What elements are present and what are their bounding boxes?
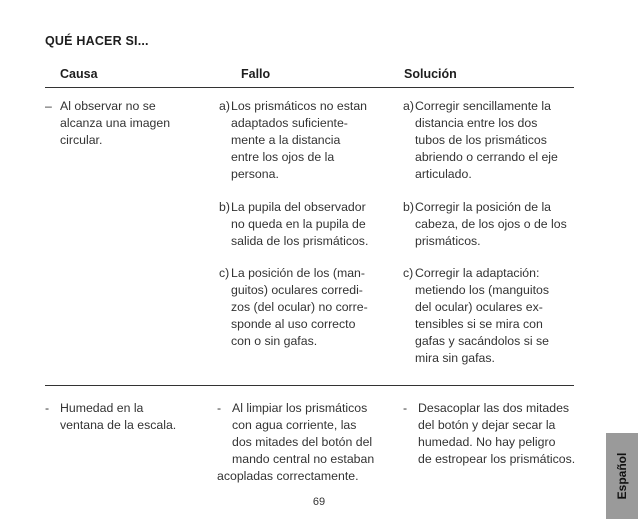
text-line: adaptados suficiente- bbox=[231, 116, 348, 130]
text-line: del botón y dejar secar la bbox=[418, 418, 556, 432]
text-line: Corregir la adaptación: bbox=[415, 266, 540, 280]
header-divider bbox=[45, 87, 574, 88]
text-line: Al observar no se bbox=[60, 99, 156, 113]
text-line: tensibles si se mira con bbox=[415, 317, 543, 331]
row1-solucion-c bbox=[403, 265, 583, 367]
row2-fallo bbox=[217, 400, 392, 485]
text-line: Humedad en la bbox=[60, 401, 144, 415]
text-line: mente a la distancia bbox=[231, 133, 341, 147]
text-line: guitos) oculares corredi- bbox=[231, 283, 363, 297]
text-line: La pupila del observador bbox=[231, 200, 366, 214]
row1-fallo-a bbox=[219, 98, 389, 183]
text-line: cabeza, de los ojos o de los bbox=[415, 217, 567, 231]
text-line: acopladas correctamente. bbox=[217, 469, 359, 483]
text-line: con agua corriente, las bbox=[232, 418, 357, 432]
column-header-fallo: Fallo bbox=[241, 67, 271, 81]
row1-causa bbox=[45, 98, 205, 149]
text-line: del ocular) oculares ex- bbox=[415, 300, 543, 314]
row2-causa bbox=[45, 400, 205, 434]
text-line: gafas y sacándolos si se bbox=[415, 334, 549, 348]
dash-marker: - bbox=[403, 401, 408, 415]
text-line: con o sin gafas. bbox=[231, 334, 318, 348]
dash-marker: - bbox=[217, 401, 222, 415]
row-divider bbox=[45, 385, 574, 386]
text-line: Los prismáticos no estan bbox=[231, 99, 368, 113]
text-line: entre los ojos de la bbox=[231, 150, 335, 164]
dash-marker: – bbox=[45, 99, 52, 113]
text-line: distancia entre los dos bbox=[415, 116, 538, 130]
text-line: mando central no estaban bbox=[232, 452, 375, 466]
list-marker: c) bbox=[219, 266, 230, 280]
text-line: La posición de los (man- bbox=[231, 266, 365, 280]
row2-solucion bbox=[403, 400, 593, 468]
text-line: prismáticos. bbox=[415, 234, 481, 248]
text-line: Desacoplar las dos mitades bbox=[418, 401, 570, 415]
text-line: ventana de la escala. bbox=[60, 418, 177, 432]
list-marker: a) bbox=[403, 99, 414, 113]
page-number: 69 bbox=[312, 496, 326, 508]
text-line: alcanza una imagen bbox=[60, 116, 171, 130]
text-line: zos (del ocular) no corre- bbox=[231, 300, 368, 314]
text-line: salida de los prismáticos. bbox=[231, 234, 369, 248]
text-line: mira sin gafas. bbox=[415, 351, 495, 365]
text-line: persona. bbox=[231, 167, 279, 181]
column-header-causa: Causa bbox=[60, 67, 98, 81]
text-line: metiendo los (manguitos bbox=[415, 283, 549, 297]
list-marker: b) bbox=[403, 200, 414, 214]
text-line: sponde al uso correcto bbox=[231, 317, 356, 331]
dash-marker: - bbox=[45, 401, 50, 415]
row1-fallo-c bbox=[219, 265, 389, 350]
list-marker: b) bbox=[219, 200, 230, 214]
text-line: abriendo o cerrando el eje bbox=[415, 150, 558, 164]
page-title: QUÉ HACER SI... bbox=[45, 34, 149, 48]
row1-solucion-a bbox=[403, 98, 583, 183]
text-line: dos mitades del botón del bbox=[232, 435, 373, 449]
text-line: humedad. No hay peligro bbox=[418, 435, 556, 449]
text-line: tubos de los prismáticos bbox=[415, 133, 547, 147]
column-header-solucion: Solución bbox=[404, 67, 457, 81]
text-line: no queda en la pupila de bbox=[231, 217, 366, 231]
list-marker: c) bbox=[403, 266, 414, 280]
row1-fallo-b bbox=[219, 199, 389, 250]
row1-solucion-b bbox=[403, 199, 583, 250]
text-line: de estropear los prismáticos. bbox=[418, 452, 576, 466]
text-line: Corregir sencillamente la bbox=[415, 99, 552, 113]
text-line: Corregir la posición de la bbox=[415, 200, 552, 214]
text-line: articulado. bbox=[415, 167, 472, 181]
list-marker: a) bbox=[219, 99, 230, 113]
text-line: circular. bbox=[60, 133, 103, 147]
language-tab-label: Español bbox=[615, 452, 629, 500]
text-line: Al limpiar los prismáticos bbox=[232, 401, 368, 415]
language-tab bbox=[606, 433, 638, 519]
